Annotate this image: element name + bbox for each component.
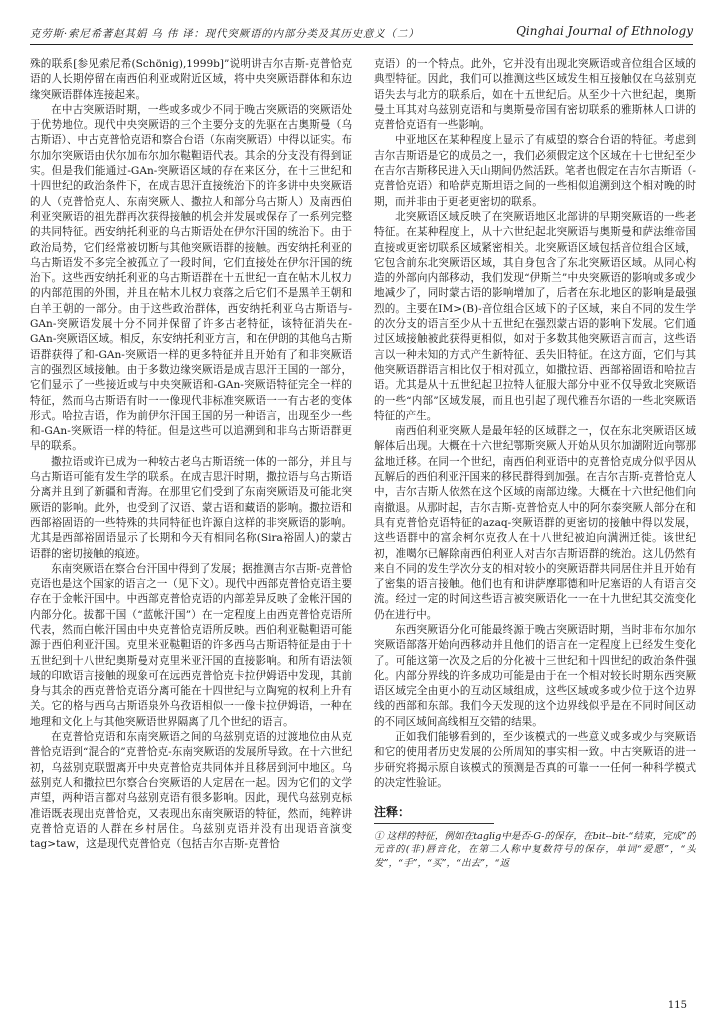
paragraph: 东西突厥语分化可能最终源于晚古突厥语时期，当时非布尔加尔突厥语部落开始向西移动并且他们的语言在一定程度上已经发生变化了。可能这第一次及之后的分化被十三世纪和十四世纪的政治条件强化。内部分界线的许多成功可能是由于在一个相对较长时期东西突厥语区域完全由更小的互动区域组成，这些区域或多或少位于这个边界线的西部和东部。我们今天发现的这个边界线似乎是在不同时间区动的不同区域间高线相互交错的结果。 [374, 623, 696, 728]
notes-heading: 注释： [374, 805, 411, 820]
paragraph: 正如我们能够看到的，至少该模式的一些意义或多或少与突厥语和它的使用者历史发展的公所周知的事实相一致。中古突厥语的进一步研究将揭示原自该模式的预测是否真的可靠一一任何一种科学模式的决定性验证。 [374, 731, 696, 789]
paragraph: 在中古突厥语时期，一些或多或少不同于晚古突厥语的突厥语处于优势地位。现代中央突厥语的三个主要分支的先驱在古奥斯曼（乌古斯语）、中古克普恰克语和察合台语（东南突厥语）中得以证实。布尔加尔突厥语由伏尔加布尔加尔鞑靼语代表。其余的分支没有得到证实。但是我们能通过-GAn-突厥语区域的存在来区分，在十三世纪和十四世纪的政治条件下，在成吉思汗直接统治下的许多讲中央突厥语的人（克普恰克人、东南突厥人、撒拉人和部分乌古斯人）及南西伯利亚突厥语的祖先群再次获得接触的机会并发展或保存了一系列完整的共同特征。西安纳托利亚的乌古斯语处在伊尔汗国的统治下。由于政治局势，它们经常被切断与其他突厥语群的接触。西安纳托利亚的乌古斯语发不多完全被孤立了一段时间，它们直接处在伊尔汗国的统治下。这些西安纳托利亚的乌古斯语群在十五世纪一直在帖木儿权力的内部范围的外围，并且在帖木儿权力衰落之后它们不是黑羊王朝和白羊王朝的一部分。由于这些政治群体，西安纳托利亚乌古斯语与-GAn-突厥语发展十分不同并保留了许多古老特征，该特征消失在-GAn-突厥语区域。相反，东安纳托利亚方言，和在伊朗的其他乌古斯语群获得了和-GAn-突厥语一样的更多特征并且开始有了和非突厥语言的强烈区域接触。由于多数边缘突厥语是成吉思汗王国的一部分，它们显示了一些接近或与中央突厥语和-GAn-突厥语特征完全一样的特征，然而乌古斯语有时一一像现代非标准突厥语一一有古老的变体形式。哈拉吉语，作为前伊尔汗国王国的另一种语言，出现至少一些和-GAn-突厥语一样的特征。但是这些可以追溯到和非乌古斯语群更早的联系。 [30, 103, 352, 453]
running-header-journal: Qinghai Journal of Ethnology [516, 24, 693, 38]
paragraph: 克语）的一个特点。此外，它并没有出现北突厥语或音位组合区域的典型特征。因此，我们可以推测这些区域发生相互接触仅在乌兹别克语失去与北方的联系后，如在十五世纪后。从至少十六世纪起，奥斯曼土耳其对乌兹别克语和与奥斯曼帝国有密切联系的雅斯林人口讲的克普恰克语有一些影响。 [374, 58, 696, 132]
running-header-left: 克劳斯·索尼希著赵其娟 乌 伟 译：现代突厥语的内部分类及其历史意义（二） [30, 28, 420, 40]
paragraph: 殊的联系[参见索尼希(Schönig),1999b]”说明讲吉尔吉斯-克普恰克语的人长期停留在南西伯利亚或附近区域，将中央突厥语群体和东边缘突厥语群体连接起来。 [30, 58, 352, 101]
paragraph: 东南突厥语在察合台汗国中得到了发展；据推测吉尔吉斯-克普恰克语也是这个国家的语言之一（见下文）。现代中西部克普恰克语主要存在于金帐汗国中。中西部克普恰克语的内部差异反映了金帐汗国的内部分化。拔都干国（“蓝帐汗国”）在一定程度上由西克普恰克语所代表，然而白帐汗国由中央克普恰克语所反映。西伯利亚鞑靼语可能源于西伯利亚汗国。克里米亚鞑靼语的许多西乌古斯语特征是由于十五世纪到十八世纪奥斯曼对克里米亚汗国的直接影响。和所有语法领域的印欧语言接触的现象可在远西克普恰克卡拉伊姆语中发现，其前身与其余的西克普恰克语分离可能在十四世纪与立陶宛的权利上升有关。它的格与西乌古斯语泉外乌孜语相似一一像卡拉伊姆语，一种在地理和文化上与其他突厥语世界隔离了几个世纪的语言。 [30, 562, 352, 728]
paragraph: 在克普恰克语和东南突厥语之间的乌兹别克语的过渡地位由从克普恰克语到“混合的”克普恰克-东南突厥语的发展所导致。在十六世纪初，乌兹别克联盟离开中央克普恰克共同体并且移居到河中地区。乌兹别克人和撒拉巴尔察合台突厥语的人定居在一起。因为它们的文学声望，两种语言都对乌兹别克语有很多影响。因此，现代乌兹别克标准语既表现出克普恰克，又表现出东南突厥语的特征，然而，纯粹讲克普恰克语的人群在乡村居住。乌兹别克语并没有出现语音演变tag>taw，这是现代克普恰克（包括吉尔吉斯-克普恰 [30, 731, 352, 851]
notes-rule [374, 823, 494, 824]
right-column [374, 57, 696, 987]
header-rule [30, 44, 693, 45]
left-column [30, 57, 352, 987]
footnote: ① 这样的特征，例如在taglig中是否-G-的保存，在bit--bit-“结束，完成”的元音的(非)唇音化，在第二人称中复数符号的保存，单词“爱愿”，“头发”，“手”，“买”，“出去”，“返 [374, 830, 696, 869]
paragraph: 南西伯利亚突厥人是最年轻的区域群之一，仅在东北突厥语区域解体后出现。大概在十六世纪鄂斯突厥人开始从贝尔加湖附近向鄂那盆地迁移。在同一个世纪，南西伯利亚语中的克普恰克成分似乎因从瓦解后的西伯利亚汗国来的移民群得到加强。在吉尔吉斯-克普恰克人中，吉尔吉斯人依然在这个区域的南部边缘。大概在十六世纪他们向南撤退。从那时起，吉尔吉斯-克普恰克人中的阿尔泰突厥人部分在和具有克普恰克语特征的azaq-突厥语群的更密切的接触中得以发展，这些语群中的富余柯尔克孜人在十八世纪被迫向满洲迁徙。该世纪初，准噶尔已解除南西伯利亚人对吉尔吉斯语群的统治。这儿仍然有来自不同的发生学次分支的相对较小的突厥语群共同居住并且开始有了密集的语言接触。他们也有和讲萨摩耶德和叶尼塞语的人有语言交流。经过一定的时间这些语言被突厥语化一一在十九世纪其交流变化仍在进行中。 [374, 425, 696, 621]
page-number: 115 [667, 1000, 687, 1011]
paragraph: 中亚地区在某种程度上显示了有威望的察合台语的特征。考虑到吉尔吉斯语是它的成员之一，我们必须假定这个区域在十七世纪至少在吉尔吉斯移民进入天山期间仍然活跃。笔者也假定在吉尔吉斯语（-克普恰克语）和哈萨克斯坦语之间的一些相似追溯到这个相对晚的时期，而并非由于更老更密切的联系。 [374, 134, 696, 208]
paragraph: 撒拉语或许已成为一种较古老乌古斯语统一体的一部分，并且与乌古斯语可能有发生学的联系。在成吉思汗时期，撒拉语与乌古斯语分离并且到了新疆和青海。在那里它们受到了东南突厥语及可能北突厥语的影响。此外，也受到了汉语、蒙古语和藏语的影响。撒拉语和西部裕固语的一些特殊的共同特征也许源自这样的非突厥语的影响。尤其是西部裕固语显示了长期和今天有相同名称(Sira裕固人)的蒙古语群的密切接触的痕迹。 [30, 455, 352, 560]
paragraph: 北突厥语区域反映了在突厥语地区北部讲的早期突厥语的一些老特征。在某种程度上，从十六世纪起北突厥语与奥斯曼和萨法维帝国直接或更密切联系区域紧密相关。北突厥语区域包括音位组合区域，它包含前东北突厥语区域，其自身包含了东北突厥语区域。从同心构造的外部向内部移动，我们发现“伊斯兰”中央突厥语的影响或多或少地减少了，同时蒙古语的影响增加了，后者在东北地区的影响是最强烈的。主要在IM>(B)-音位组合区域下的子区域，来自不同的发生学的次分支的语言至少从十五世纪在强烈蒙古语的影响下发展。它们通过区域接触被此获得更相似，如对于多数其他突厥语言而言，这些语言以一种未知的方式产生新特征、丢失旧特征。在这方面，它们与其他突厥语群语言相比仅于相对孤立，如撒拉语、西部裕固语和哈拉吉语。尤其是从十五世纪起卫拉特人征服大部分中亚不仅导致北突厥语的一些“内部”区域发展，而且也引起了现代雅吾尔语的一些北突厥语特征的产生。 [374, 210, 696, 422]
